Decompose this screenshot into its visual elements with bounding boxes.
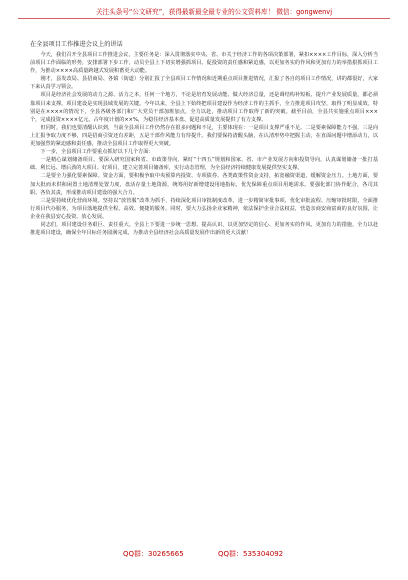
qq-group-1: QQ群：30265665 [123,550,184,558]
paragraph: 一是精心谋划储备项目。要深入研究国家和省、市政策导向，紧盯“十四五”规划和国家、省、市产业发展方向和投资导向，认真谋划储备一批打基础、利长远、增后劲的大项目、好项目，建立完善项目储备库，实行动态管理，为全县经济持续健康发展提供坚实支撑。 [30,157,378,172]
paragraph: 二是要全力强化要素保障。资金方面，要积极争取中央预算内投资、专项债券、各类政策性资金支持，拓宽融资渠道，缓解资金压力。土地方面，要加大批而未供和闲置土地清理处置力度，盘活存量土地资源，统筹用好新增建设用地指标，优先保障重点项目用地需求。要强化部门协作配合，各司其职、各负其责，形成推动项目建设的强大合力。 [30,173,378,196]
document-title: 在全县项目工作推进会议上的讲话 [30,41,123,48]
qq-group-2: QQ群：535304092 [218,550,284,558]
paragraph: 但同时，我们也要清醒认识到，当前全县项目工作仍然存在很多问题和不足，主要体现在：一是项目支撑严重不足。二是要素保障能力不强，三是向上汇报争取力度不够，四是招商引资还有差距，五是干部作风能力有待提升。我们要保持清醒头脑，在认清形势中把握主动，在直面问题中增添动力，以更加强烈的紧迫感和责任感，推动全县项目工作取得更大突破。 [30,124,378,148]
page-footer [0,548,408,560]
paragraph: 刚才，县发改局、县招商局、各镇（街道）分别汇报了全县项目工作情况和近期重点项目推进情况，汇报了各自的项目工作情况，讲的都很好，大家下来认真学习领会。 [30,76,378,91]
paragraph: 三是要持续优化营商环境。坚持以“放管服”改革为抓手，持续深化项目审批制度改革，进一步精简审批事项、优化审批流程、压缩审批时限，全面推行项目代办服务，为项目落地提供全程、高效、便捷的服务。同时，要大力弘扬企业家精神，依法保护企业合法权益，营造亲商安商富商的良好氛围，让企业在我县安心投资、放心发展。 [30,197,378,220]
paragraph: 项目是经济社会发展的动力之源、活力之本，任何一个地方，不论是培育发展动能、做大经济总量，还是调结构补短板、提升产业发展质量，都必须靠项目来支撑。项目建设是实现县域发展的关键。今年以来，全县上下始终把项目建设作为经济工作的主抓手，全力推进项目攻坚，取得了明显成效。特别是在××××的情况下，全县各级各部门和广大党员干部加班加点，全力以赴，推动项目工作取得了新的突破。截至目前，全县共实施重点项目×××个，完成投资××××亿元，占年度计划的××%，为稳住经济基本盘、促进高质量发展提供了有力支撑。 [30,92,378,123]
page-header [10,8,398,42]
paragraph: 下一步，全县项目工作要重点抓好以下几个方面： [40,149,154,156]
paragraph: 同志们，项目建设任务艰巨、责任重大。全县上下要进一步统一思想、提高认识，以更加坚定的信心、更加务实的作风、更加有力的措施，全力以赴推进项目建设，确保全年目标任务圆满完成，为推动全县经济社会高质量发展作出新的更大贡献！ [30,221,378,237]
header-divider [18,18,390,19]
promo-banner: 关注头条号“公文研究”，获得最新最全最专业的公文资料库！ 微信：gongwenvj [95,8,333,16]
document-body [30,40,378,540]
paragraph: 今天，我们召开全县项目工作推进会议，主要任务是：深入贯彻落实中央、省、市关于经济工作的各项决策部署，紧扣××××工作目标，深入分析当前项目工作面临的形势，安排部署下步工作，动员全县上下切实增强抓项目、促投资的责任感和紧迫感，以更加务实的作风和更加有力的举措狠抓项目工作，为推动××××高质量跨越式发展积蓄更大动能。 [30,52,378,75]
